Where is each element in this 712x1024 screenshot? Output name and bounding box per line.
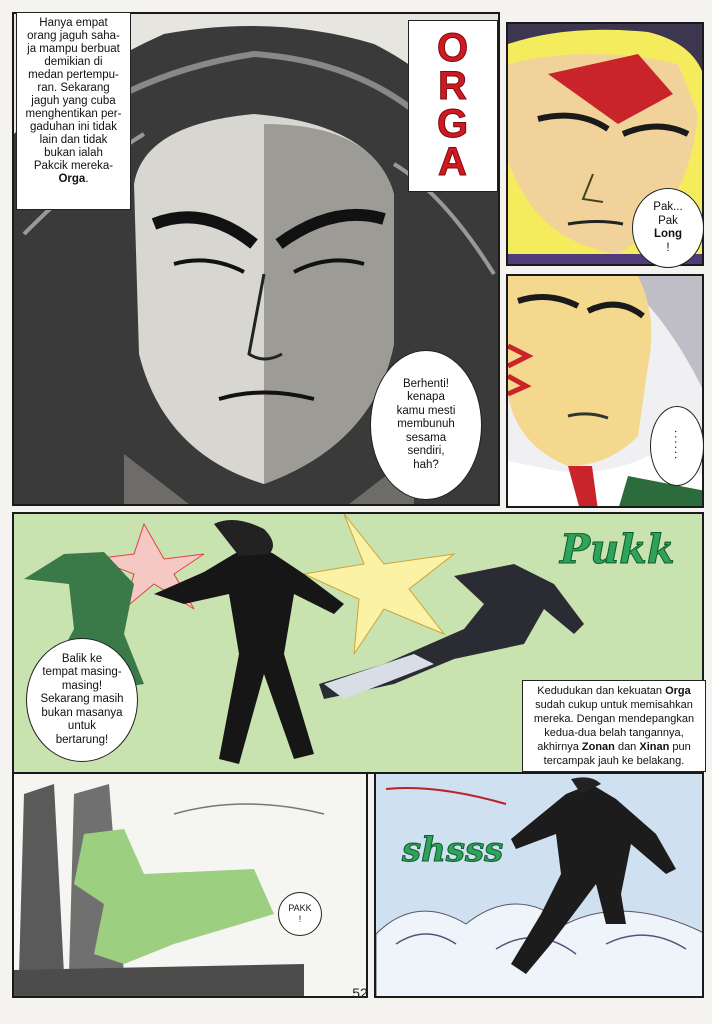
speech-bubble-balik xyxy=(26,638,138,762)
caption-intro xyxy=(16,12,131,210)
title-letter-g: G xyxy=(436,102,470,146)
bubble-line: PAKK xyxy=(288,903,312,913)
caption-line: gaduhan ini tidak xyxy=(30,121,117,133)
speech-bubble-pak-long xyxy=(632,188,704,268)
caption-line: mereka. Dengan mendepangkan xyxy=(533,713,695,725)
caption-line: bukan ialah xyxy=(44,147,103,159)
bubble-line: Balik ke xyxy=(61,652,103,665)
bubble-exclaim: ! xyxy=(666,241,670,254)
bubble-line: ! xyxy=(298,914,302,924)
speech-bubble-pakk xyxy=(278,892,322,936)
bubble-dots: ...... xyxy=(671,430,684,462)
caption-text: dan xyxy=(614,741,640,753)
title-letter-r: R xyxy=(438,64,468,108)
bubble-line: Berhenti! xyxy=(402,377,449,390)
caption-line: sudah cukup untuk memisahkan xyxy=(535,699,693,711)
landing-left-art xyxy=(14,774,368,998)
caption-line: jaguh yang cuba xyxy=(31,95,116,107)
sfx-pukk: Pukk xyxy=(560,526,675,573)
caption-name-zonan: Zonan xyxy=(581,741,615,753)
orga-title-box xyxy=(408,20,498,192)
speech-bubble-dots xyxy=(650,406,704,486)
bubble-line: kenapa xyxy=(407,391,445,404)
caption-line: demikian di xyxy=(44,56,103,68)
caption-name-xinan: Xinan xyxy=(639,741,670,753)
caption-text: akhirnya xyxy=(537,741,582,753)
caption-text: pun xyxy=(669,741,691,753)
caption-line: kedua-dua belah tangannya, xyxy=(544,727,684,739)
caption-line: medan pertempu- xyxy=(28,69,119,81)
caption-name-orga: Orga xyxy=(58,173,86,185)
bubble-line: Pak... xyxy=(653,201,683,213)
caption-line: ran. Sekarang xyxy=(37,82,110,94)
caption-line: lain dan tidak xyxy=(39,134,108,146)
panel-landing-left xyxy=(12,772,368,998)
bubble-line: untuk xyxy=(67,720,97,733)
bubble-name-long: Long xyxy=(653,228,683,240)
bubble-line: Pak xyxy=(658,214,678,227)
bubble-line: hah? xyxy=(413,458,439,471)
bubble-line: tempat masing- xyxy=(42,666,122,679)
bubble-line: sesama xyxy=(405,431,447,444)
caption-line: orang jaguh saha- xyxy=(27,30,120,42)
bubble-line: bukan masanya xyxy=(41,706,123,719)
caption-line: tercampak jauh ke belakang. xyxy=(543,755,685,767)
caption-orga-strength xyxy=(522,680,706,772)
bubble-line: Sekarang masih xyxy=(40,693,124,706)
caption-period: . xyxy=(85,173,89,185)
bubble-line: bertarung! xyxy=(55,733,109,746)
caption-name-orga: Orga xyxy=(665,685,691,697)
page-number: 52 xyxy=(352,985,368,1001)
caption-text: Kedudukan dan kekuatan xyxy=(537,685,666,697)
landing-right-art xyxy=(376,774,704,998)
bubble-line: sendiri, xyxy=(407,445,445,458)
speech-bubble-berhenti xyxy=(370,350,482,500)
bubble-line: masing! xyxy=(61,679,103,692)
sfx-shsss: shsss xyxy=(402,830,504,870)
bubble-line: membunuh xyxy=(397,418,455,431)
title-letter-o: O xyxy=(436,26,470,70)
caption-line: menghentikan per- xyxy=(25,108,122,120)
caption-line: ja mampu berbuat xyxy=(27,43,120,55)
caption-line: Hanya empat xyxy=(39,17,108,29)
caption-line: Pakcik mereka- xyxy=(33,160,114,172)
panel-landing-right xyxy=(374,772,704,998)
title-letter-a: A xyxy=(438,140,468,184)
bubble-line: kamu mesti xyxy=(396,404,456,417)
